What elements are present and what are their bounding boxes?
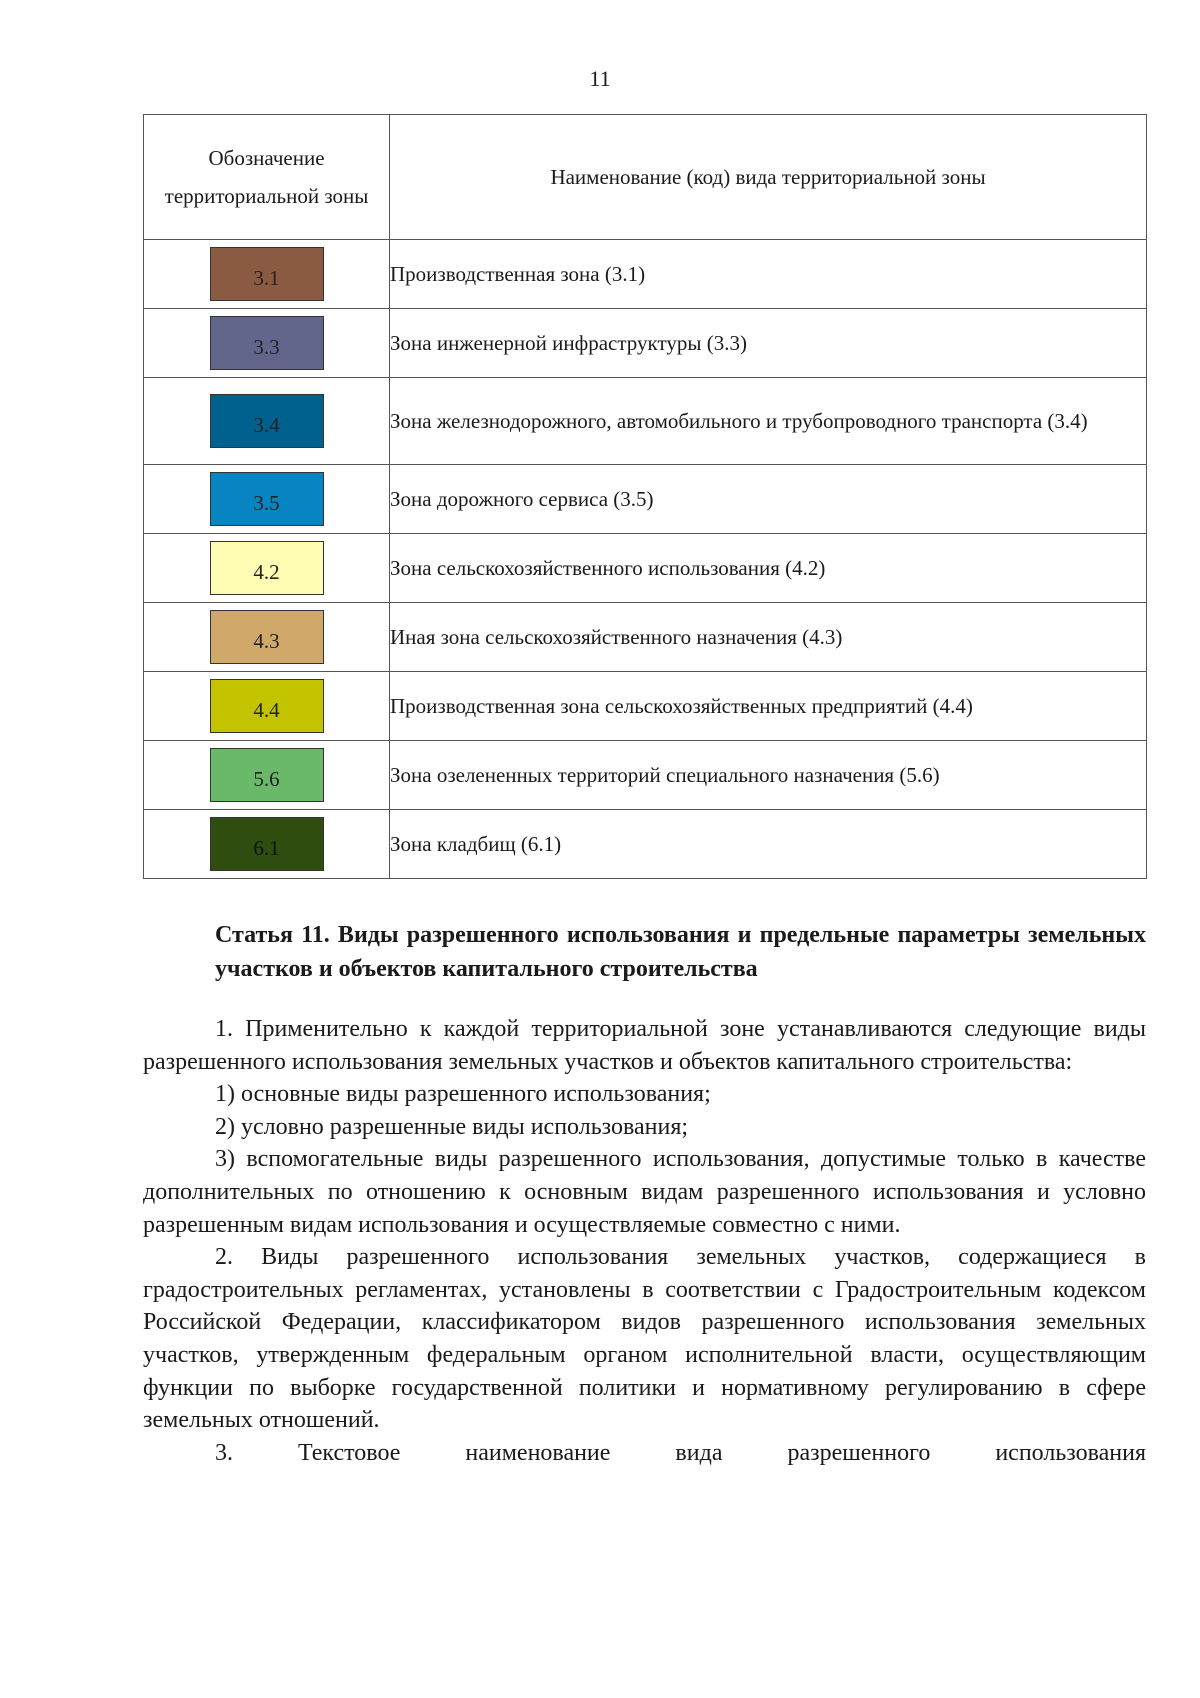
zone-color-swatch: 3.5 <box>210 472 324 526</box>
article-body <box>143 1013 1146 1469</box>
zone-name: Зона инженерной инфраструктуры (3.3) <box>390 309 1147 378</box>
table-row <box>144 378 1147 465</box>
header-zone-name: Наименование (код) вида территориальной зоны <box>390 115 1147 240</box>
page-number: 11 <box>589 66 611 91</box>
article-title <box>143 918 1146 986</box>
zone-swatch-cell <box>144 378 390 465</box>
zone-swatch-cell <box>144 741 390 810</box>
zone-color-swatch: 4.2 <box>210 541 324 595</box>
zone-color-swatch: 5.6 <box>210 748 324 802</box>
zone-color-swatch: 3.1 <box>210 247 324 301</box>
zone-rows <box>144 240 1147 879</box>
zone-name: Производственная зона сельскохозяйственных предприятий (4.4) <box>390 672 1147 741</box>
header-zone-designation: Обозначение территориальной зоны <box>144 115 390 240</box>
table-row <box>144 465 1147 534</box>
article-title-text: Статья 11. Виды разрешенного использования и предельные параметры земельных участков и объектов капитального строительства <box>215 922 1146 982</box>
table-row <box>144 672 1147 741</box>
paragraph: 1. Применительно к каждой территориальной зоне устанавливаются следующие виды разрешенного использования земельных участков и объектов капитального строительства: <box>143 1016 1146 1075</box>
zone-swatch-cell <box>144 534 390 603</box>
zone-name: Зона дорожного сервиса (3.5) <box>390 465 1147 534</box>
table-row <box>144 309 1147 378</box>
zone-color-swatch: 4.3 <box>210 610 324 664</box>
zone-color-swatch: 3.3 <box>210 316 324 370</box>
paragraph: 3. Текстовое наименование вида разрешенного использования <box>215 1439 1146 1466</box>
zone-name: Иная зона сельскохозяйственного назначения (4.3) <box>390 603 1147 672</box>
zone-color-swatch: 3.4 <box>210 394 324 448</box>
zone-name: Зона кладбищ (6.1) <box>390 810 1147 879</box>
zone-swatch-cell <box>144 309 390 378</box>
zone-name: Зона сельскохозяйственного использования (4.2) <box>390 534 1147 603</box>
zone-color-swatch: 6.1 <box>210 817 324 871</box>
table-row <box>144 240 1147 309</box>
zone-swatch-cell <box>144 603 390 672</box>
zone-swatch-cell <box>144 672 390 741</box>
zone-color-swatch: 4.4 <box>210 679 324 733</box>
table-header-row <box>144 115 1147 240</box>
table-row <box>144 534 1147 603</box>
zone-name: Зона озелененных территорий специального назначения (5.6) <box>390 741 1147 810</box>
paragraph: 2) условно разрешенные виды использования; <box>215 1113 689 1140</box>
table-row <box>144 810 1147 879</box>
table-row <box>144 741 1147 810</box>
zone-swatch-cell <box>144 465 390 534</box>
zone-swatch-cell <box>144 240 390 309</box>
zone-swatch-cell <box>144 810 390 879</box>
zones-table <box>143 114 1147 879</box>
zone-name: Производственная зона (3.1) <box>390 240 1147 309</box>
zone-name: Зона железнодорожного, автомобильного и трубопроводного транспорта (3.4) <box>390 378 1147 465</box>
paragraph: 1) основные виды разрешенного использования; <box>215 1081 711 1108</box>
paragraph: 2. Виды разрешенного использования земельных участков, содержащиеся в градостроительных регламентах, установлены в соответствии с Градостроительным кодексом Российской Федерации, классификатором видов разрешенного использования земельных участков, утвержденным федеральным органом исполнительной власти, осуществляющим функции по выборке государственной политики и нормативному регулированию в сфере земельных отношений. <box>143 1244 1146 1434</box>
table-row <box>144 603 1147 672</box>
paragraph: 3) вспомогательные виды разрешенного использования, допустимые только в качестве дополнительных по отношению к основным видам разрешенного использования и условно разрешенным видам использования и осуществляемые совместно с ними. <box>143 1146 1146 1238</box>
